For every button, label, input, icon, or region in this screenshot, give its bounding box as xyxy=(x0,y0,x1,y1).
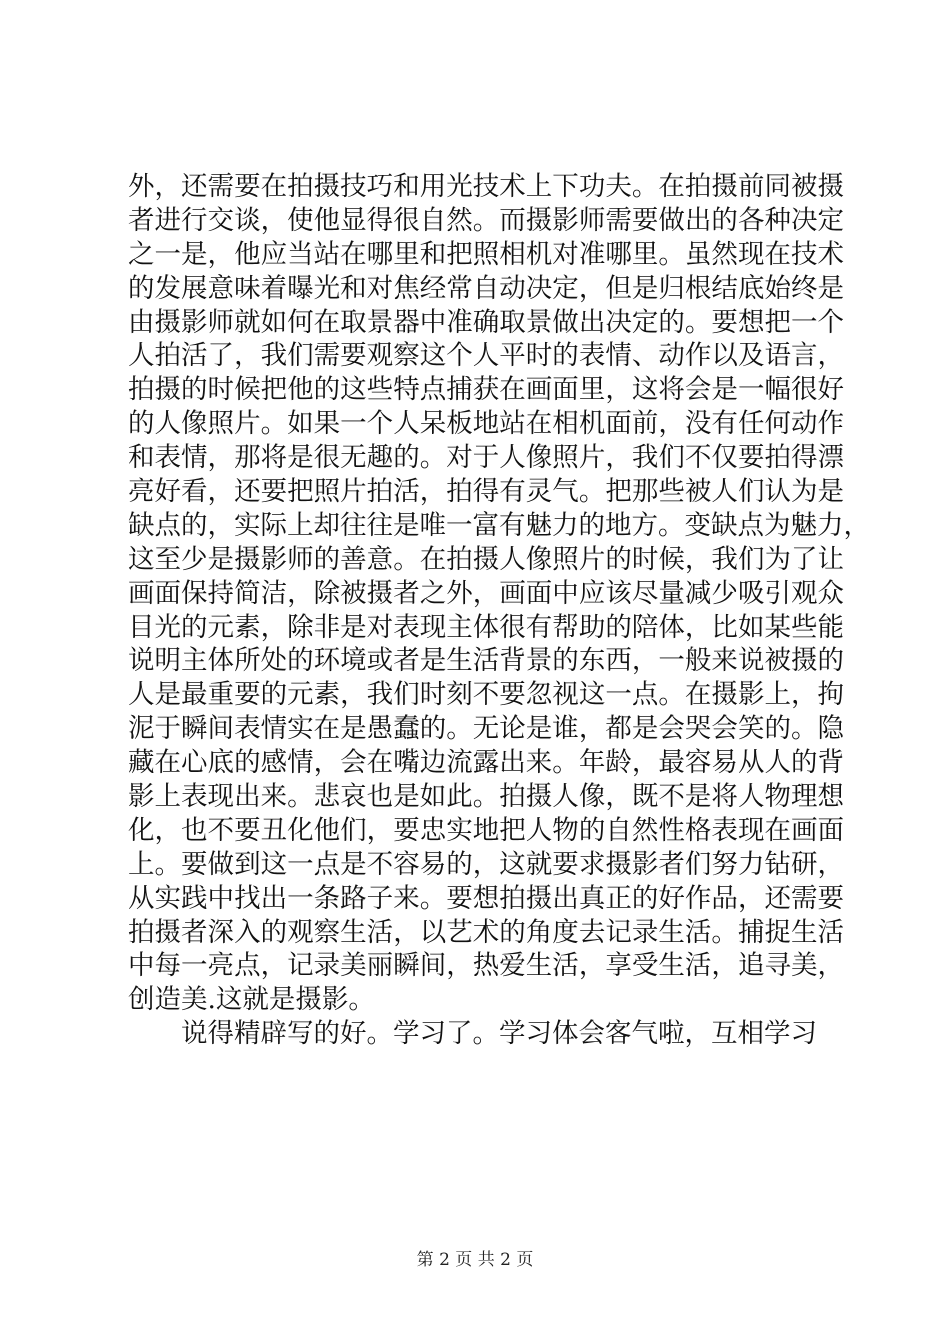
text-line: 藏在心底的感情，会在嘴边流露出来。年龄，最容易从人的背 xyxy=(128,747,844,779)
text-line: 由摄影师就如何在取景器中准确取景做出决定的。要想把一个 xyxy=(128,306,844,338)
text-line: 亮好看，还要把照片拍活，拍得有灵气。把那些被人们认为是 xyxy=(128,476,844,508)
text-line: 化，也不要丑化他们，要忠实地把人物的自然性格表现在画面 xyxy=(128,814,844,846)
text-line: 的人像照片。如果一个人呆板地站在相机面前，没有任何动作 xyxy=(128,408,844,440)
text-line: 的发展意味着曝光和对焦经常自动决定，但是归根结底始终是 xyxy=(128,272,844,304)
text-line: 人拍活了，我们需要观察这个人平时的表情、动作以及语言， xyxy=(128,340,844,372)
text-line: 创造美.这就是摄影。 xyxy=(128,984,375,1016)
text-line: 缺点的，实际上却往往是唯一富有魅力的地方。变缺点为魅力， xyxy=(128,509,870,541)
text-line: 画面保持简洁，除被摄者之外，画面中应该尽量减少吸引观众 xyxy=(128,577,844,609)
text-line: 中每一亮点，记录美丽瞬间，热爱生活，享受生活，追寻美， xyxy=(128,950,844,982)
text-line: 人是最重要的元素，我们时刻不要忽视这一点。在摄影上，拘 xyxy=(128,679,844,711)
text-line: 之一是，他应当站在哪里和把照相机对准哪里。虽然现在技术 xyxy=(128,238,844,270)
page-number-footer: 第 2 页 共 2 页 xyxy=(416,1250,534,1270)
text-line: 从实践中找出一条路子来。要想拍摄出真正的好作品，还需要 xyxy=(128,882,844,914)
text-line: 这至少是摄影师的善意。在拍摄人像照片的时候，我们为了让 xyxy=(128,543,844,575)
text-line: 拍摄者深入的观察生活，以艺术的角度去记录生活。捕捉生活 xyxy=(128,916,844,948)
body-text xyxy=(128,170,870,1051)
text-line: 泥于瞬间表情实在是愚蠢的。无论是谁，都是会哭会笑的。隐 xyxy=(128,713,844,745)
comment-paragraph: 说得精辟写的好。学习了。学习体会客气啦，互相学习 xyxy=(181,1018,817,1050)
text-line: 影上表现出来。悲哀也是如此。拍摄人像，既不是将人物理想 xyxy=(128,781,844,813)
text-line: 说明主体所处的环境或者是生活背景的东西，一般来说被摄的 xyxy=(128,645,844,677)
text-line: 和表情，那将是很无趣的。对于人像照片，我们不仅要拍得漂 xyxy=(128,442,844,474)
text-line: 上。要做到这一点是不容易的，这就要求摄影者们努力钻研， xyxy=(128,848,844,880)
text-line: 者进行交谈，使他显得很自然。而摄影师需要做出的各种决定 xyxy=(128,204,844,236)
text-line: 拍摄的时候把他的这些特点捕获在画面里，这将会是一幅很好 xyxy=(128,374,844,406)
text-line: 外，还需要在拍摄技巧和用光技术上下功夫。在拍摄前同被摄 xyxy=(128,171,844,202)
text-line: 目光的元素，除非是对表现主体很有帮助的陪体，比如某些能 xyxy=(128,611,844,643)
